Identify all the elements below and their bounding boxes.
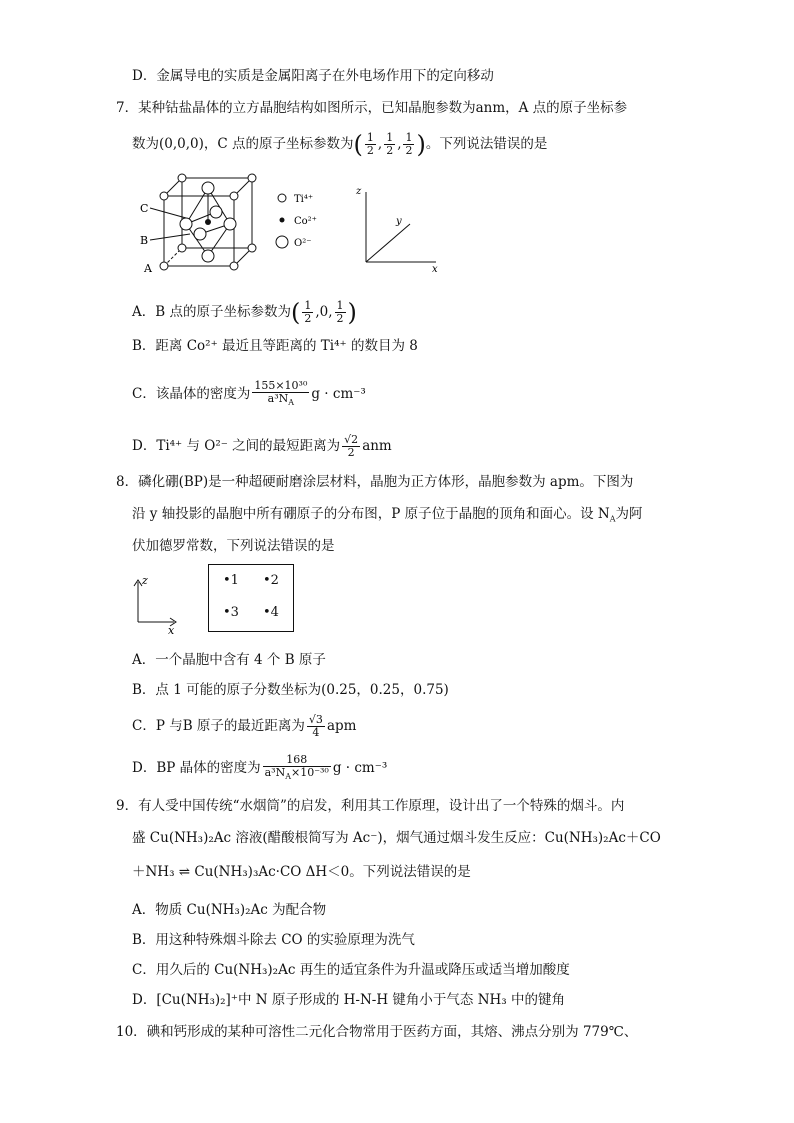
question-8-stem-3: 伏加德罗常数，下列说法错误的是 [132, 538, 335, 554]
q9-option-a: A．物质 Cu(NH₃)₂Ac 为配合物 [132, 902, 327, 918]
fraction-density-7: $\frac{\text{155×10³⁰}}{a^3N_A}$ [254, 379, 308, 408]
label-a: A [144, 262, 152, 275]
label-c: C [140, 202, 149, 215]
figure-8-axes [128, 572, 188, 638]
q7-option-d: D．Ti⁴⁺ 与 O²⁻ 之间的最短距离为 $\frac{√2}{2}$ anm [132, 433, 392, 459]
option-d-previous: D．金属导电的实质是金属阳离子在外电场作用下的定向移动 [132, 68, 494, 84]
fraction-sqrt2: $\frac{√2}{2}$ [344, 433, 359, 459]
question-9-stem-3: ＋NH₃ ⇌ Cu(NH₃)₃Ac·CO ΔH＜0。下列说法错误的是 [132, 864, 471, 880]
q7-coord-a: (0,0,0) [159, 136, 204, 152]
q7-text-3: 数为 [132, 136, 159, 152]
fraction-sqrt3: $\frac{√3}{4}$ [308, 713, 323, 739]
point-4: •4 [263, 605, 279, 620]
q8-option-a: A．一个晶胞中含有 4 个 B 原子 [132, 652, 326, 668]
axis-y-label: y [396, 216, 402, 227]
point-3: •3 [223, 605, 239, 620]
paren-close: ) [416, 130, 426, 159]
axis-z-label: z [356, 186, 362, 197]
q7-text-2: ，A 点的原子坐标参 [505, 100, 628, 116]
question-9-stem-1: 9．有人受中国传统“水烟筒”的启发，利用其工作原理，设计出了一个特殊的烟斗。内 [116, 798, 625, 814]
axis-z-label-8: z [142, 574, 148, 587]
axis-x-label-8: x [168, 624, 175, 637]
question-9-stem-2: 盛 Cu(NH₃)₂Ac 溶液(醋酸根简写为 Ac⁻)，烟气通过烟斗发生反应：Cu(NH₃)₂Ac＋CO [132, 830, 661, 846]
q7-option-a: A．B 点的原子坐标参数为( $\frac{1}{2}$ ,0, $\frac{1}{2}$ ) [132, 298, 357, 327]
question-10-stem-1: 10．碘和钙形成的某种可溶性二元化合物常用于医药方面，其熔、沸点分别为 779℃、 [116, 1024, 638, 1040]
label-b: B [140, 234, 149, 247]
q7-text-1: 7．某种钴盐晶体的立方晶胞结构如图所示，已知晶胞参数为 [116, 100, 476, 116]
paren-open: ( [353, 130, 363, 159]
point-2: •2 [263, 573, 279, 588]
q7-option-b: B．距离 Co²⁺ 最近且等距离的 Ti⁴⁺ 的数目为 8 [132, 338, 418, 354]
q7-option-c: C．该晶体的密度为 $\frac{\text{155×10³⁰}}{a^3N_A}$ g · cm⁻³ [132, 379, 366, 408]
question-8-stem-1: 8．磷化硼(BP)是一种超硬耐磨涂层材料，晶胞为正方体形，晶胞参数为 apm。下图为 [116, 474, 634, 490]
fraction-half-5: $\frac{1}{2}$ [336, 299, 344, 325]
axis-x-label: x [432, 264, 438, 275]
point-1: •1 [223, 573, 239, 588]
q9-option-b: B．用这种特殊烟斗除去 CO 的实验原理为洗气 [132, 932, 415, 948]
fraction-half-2: $\frac{1}{2}$ [386, 131, 394, 157]
legend-o: O²⁻ [294, 238, 312, 249]
q7-text-5: 。下列说法错误的是 [425, 136, 548, 152]
question-8-stem-2: 沿 y 轴投影的晶胞中所有硼原子的分布图，P 原子位于晶胞的顶角和面心。设 $N_A$为阿 [132, 506, 643, 524]
legend-ti: Ti⁴⁺ [294, 194, 314, 205]
question-7-stem-1 [116, 98, 627, 118]
fraction-half-4: $\frac{1}{2}$ [304, 299, 312, 325]
fraction-half-1: $\frac{1}{2}$ [366, 131, 374, 157]
figure-8-projection-box [208, 564, 294, 632]
legend-co: Co²⁺ [294, 216, 317, 227]
q8-option-c: C．P 与B 原子的最近距离为 $\frac{√3}{4}$ apm [132, 713, 357, 739]
q7-unit: anm [475, 100, 506, 116]
q9-option-d: D．[Cu(NH₃)₂]⁺中 N 原子形成的 H-N-H 键角小于气态 NH₃ 中的键角 [132, 992, 565, 1008]
q9-option-c: C．用久后的 Cu(NH₃)₂Ac 再生的适宜条件为升温或降压或适当增加酸度 [132, 962, 570, 978]
fraction-density-8: $\frac{168}{a^3N_A\times 10^{-30}}$ [264, 753, 329, 782]
q8-option-d: D．BP 晶体的密度为 $\frac{168}{a^3N_A\times 10^{-30}}$ g · cm⁻³ [132, 753, 388, 782]
q8-option-b: B．点 1 可能的原子分数坐标为(0.25，0.25，0.75) [132, 682, 449, 698]
question-7-stem-2: 数为(0,0,0)，C 点的原子坐标参数为( $\frac{1}{2}$ , $\frac{1}{2}$ , $\frac{1}{2}$ )。下列说法错误的是 [132, 130, 548, 159]
fraction-half-3: $\frac{1}{2}$ [405, 131, 413, 157]
q7-text-4: ，C 点的原子坐标参数为 [203, 136, 354, 152]
figure-7-crystal [130, 168, 460, 278]
